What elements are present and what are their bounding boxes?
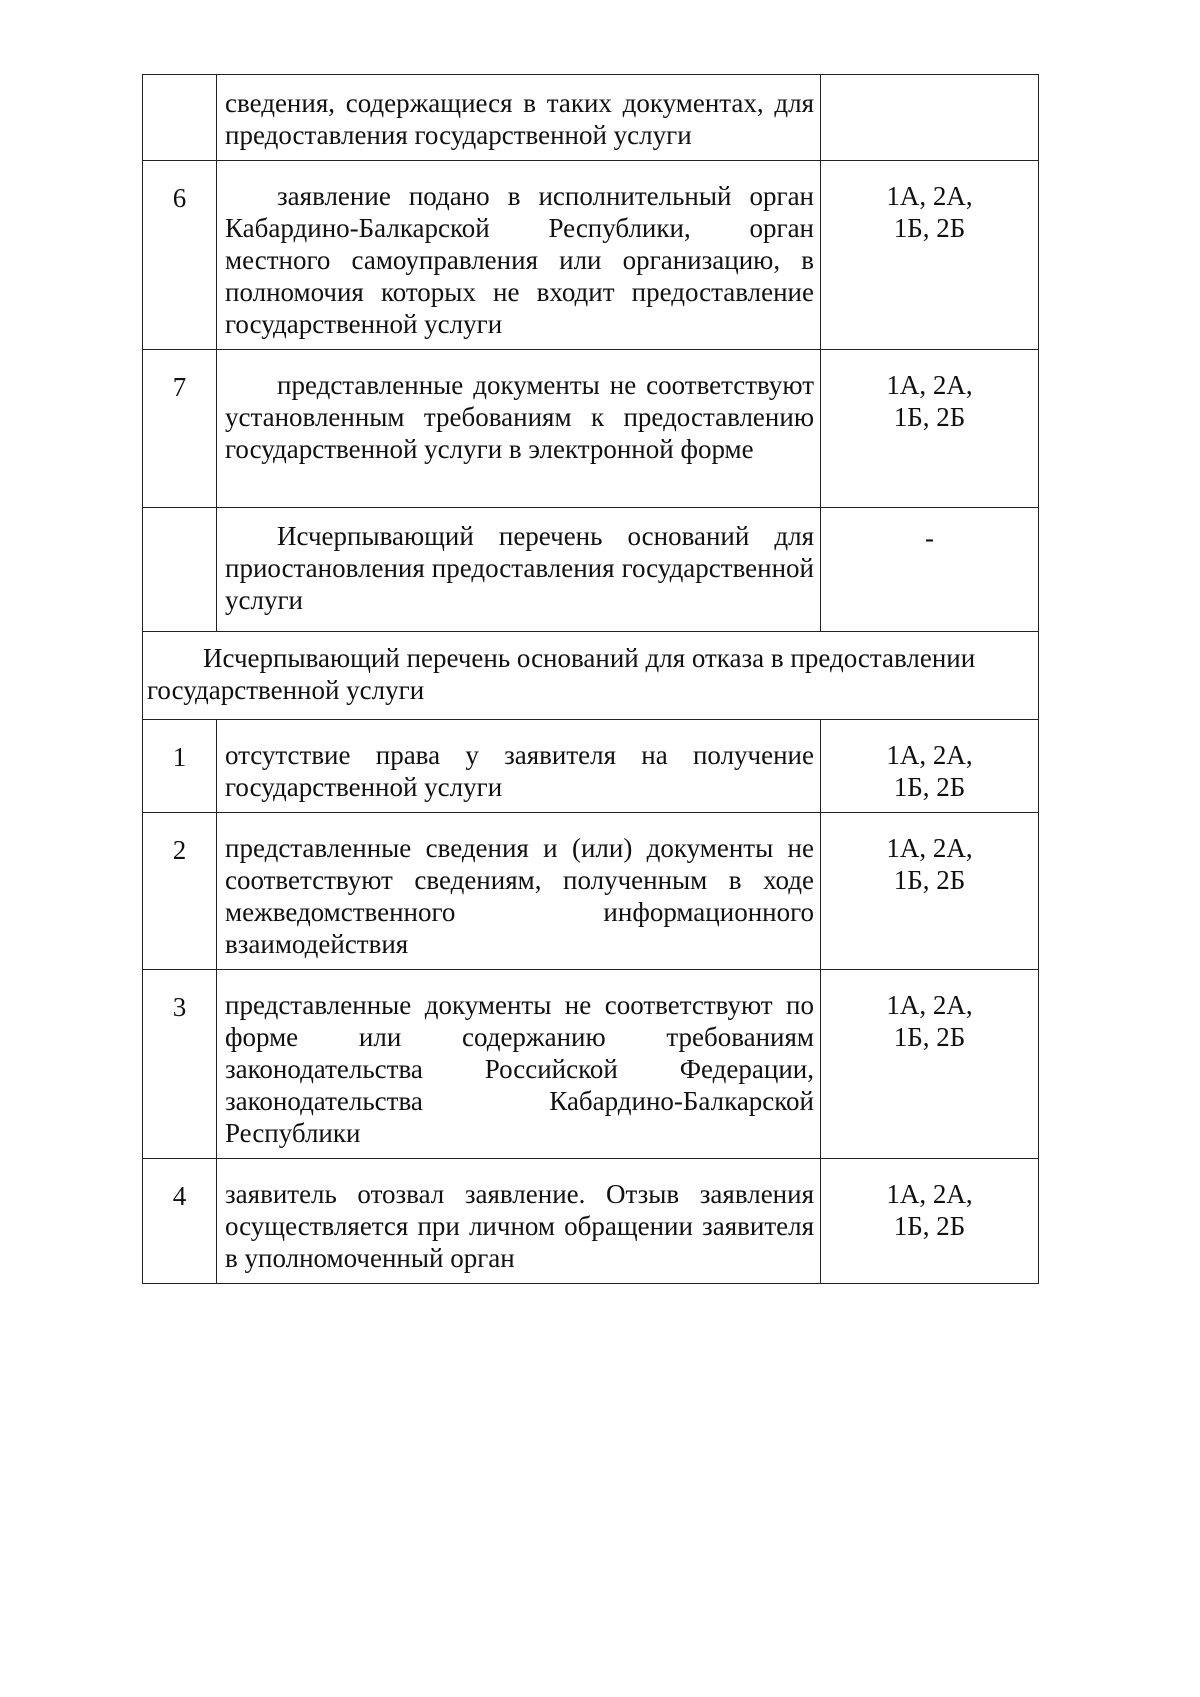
codes-line: 1Б, 2Б <box>893 213 966 243</box>
row-text-cell: представленные сведения и (или) документы не соответствуют сведениям, полученным в ходе межведомственного информационного взаимодействия <box>217 813 821 970</box>
row-text-cell: отсутствие права у заявителя на получение государственной услуги <box>217 720 821 813</box>
row-number-cell: 1 <box>143 720 217 813</box>
table-row-continuation <box>143 75 1039 161</box>
codes-line: 1Б, 2Б <box>893 1211 966 1241</box>
codes-line: 1А, 2А, <box>886 181 973 211</box>
codes-line: 1А, 2А, <box>886 990 973 1020</box>
row-number-cell <box>143 508 217 632</box>
row-number-cell <box>143 75 217 161</box>
row-text-cell: сведения, содержащиеся в таких документах, для предоставления государственной услуги <box>217 75 821 161</box>
codes-line: 1Б, 2Б <box>893 772 966 802</box>
row-codes-cell <box>821 720 1039 813</box>
row-codes-cell <box>821 1159 1039 1284</box>
table-row <box>143 161 1039 350</box>
table-row <box>143 350 1039 508</box>
row-codes-cell <box>821 350 1039 508</box>
codes-line: 1Б, 2Б <box>893 402 966 432</box>
row-text-cell: Исчерпывающий перечень оснований для приостановления предоставления государственной услуги <box>217 508 821 632</box>
table-row-suspension <box>143 508 1039 632</box>
row-number-cell: 7 <box>143 350 217 508</box>
codes-line: 1Б, 2Б <box>893 1022 966 1052</box>
row-codes-cell <box>821 970 1039 1159</box>
row-text-cell: представленные документы не соответствуют установленным требованиям к предоставлению государственной услуги в электронной форме <box>217 350 821 508</box>
row-number-cell: 3 <box>143 970 217 1159</box>
row-text-cell: заявление подано в исполнительный орган Кабардино-Балкарской Республики, орган местного самоуправления или организацию, в полномочия которых не входит предоставление государственной услуги <box>217 161 821 350</box>
row-text-cell: заявитель отозвал заявление. Отзыв заявления осуществляется при личном обращении заявителя в уполномоченный орган <box>217 1159 821 1284</box>
row-codes-cell <box>821 161 1039 350</box>
row-number-cell: 6 <box>143 161 217 350</box>
table-row <box>143 1159 1039 1284</box>
row-codes-cell <box>821 75 1039 161</box>
codes-line: 1А, 2А, <box>886 740 973 770</box>
codes-line: 1А, 2А, <box>886 370 973 400</box>
row-codes-cell: - <box>821 508 1039 632</box>
row-text-cell: представленные документы не соответствуют по форме или содержанию требованиям законодательства Российской Федерации, законодательства Кабардино-Балкарской Республики <box>217 970 821 1159</box>
table-row <box>143 720 1039 813</box>
codes-line: 1Б, 2Б <box>893 865 966 895</box>
row-codes-cell <box>821 813 1039 970</box>
row-number-cell: 2 <box>143 813 217 970</box>
row-number-cell: 4 <box>143 1159 217 1284</box>
section-heading-row <box>143 632 1039 720</box>
table-row <box>143 813 1039 970</box>
codes-line: 1А, 2А, <box>886 1179 973 1209</box>
codes-line: 1А, 2А, <box>886 833 973 863</box>
grounds-table <box>142 74 1039 1284</box>
section-heading-text: Исчерпывающий перечень оснований для отказа в предоставлении государственной услуги <box>147 643 976 705</box>
section-heading <box>143 632 1039 720</box>
table-row <box>143 970 1039 1159</box>
